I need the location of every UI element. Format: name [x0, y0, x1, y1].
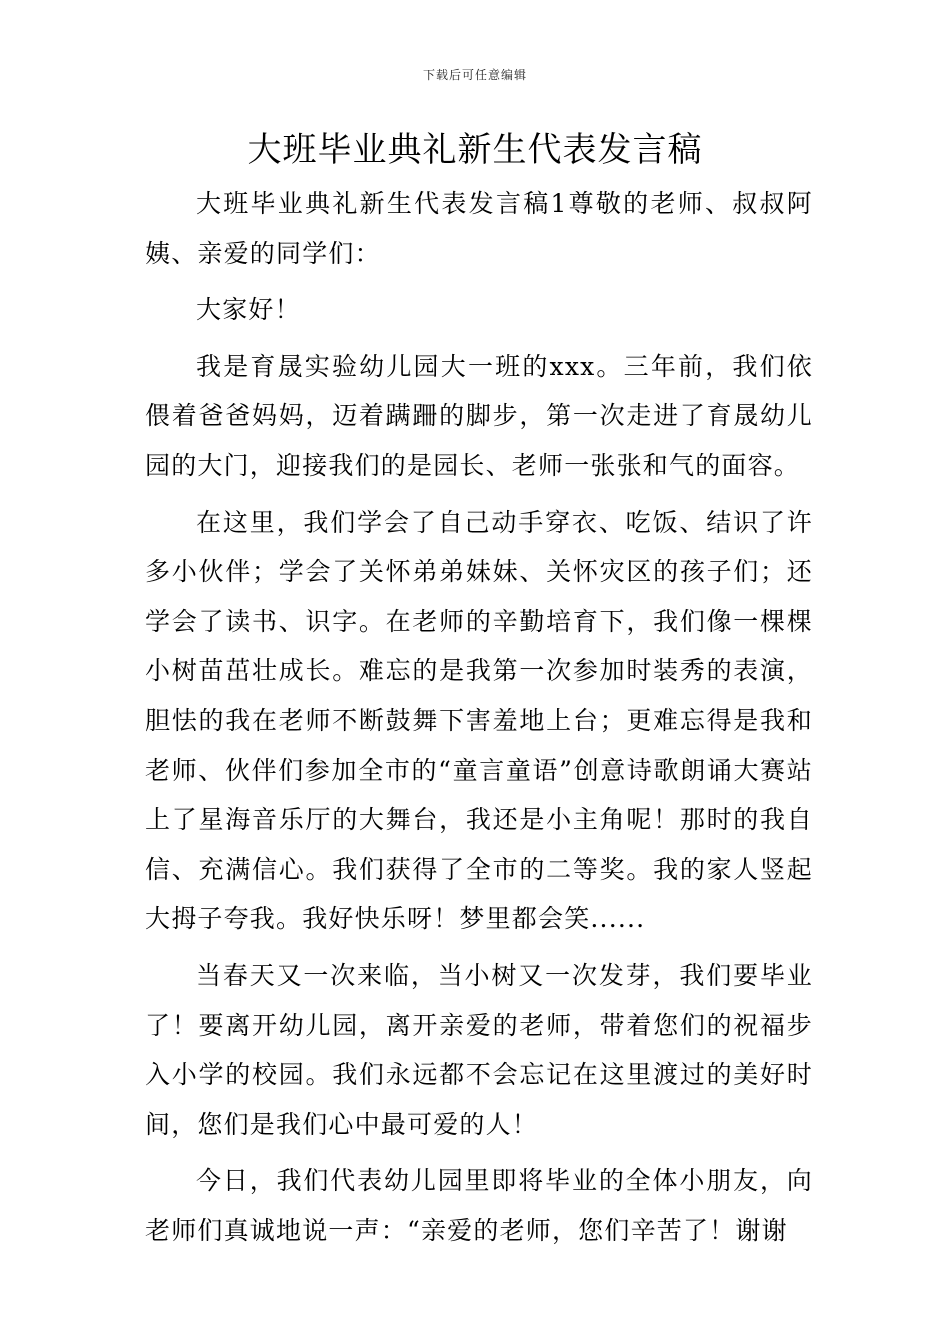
- paragraph-intro: 我是育晟实验幼儿园大一班的xxx。三年前，我们依偎着爸爸妈妈，迈着蹒跚的脚步，第一次走进了育晟幼儿园的大门，迎接我们的是园长、老师一张张和气的面容。: [145, 351, 813, 480]
- paragraph-greeting: 大班毕业典礼新生代表发言稿1尊敬的老师、叔叔阿姨、亲爱的同学们：: [145, 189, 813, 268]
- paragraph-graduation: 当春天又一次来临，当小树又一次发芽，我们要毕业了！要离开幼儿园，离开亲爱的老师，带着您们的祝福步入小学的校园。我们永远都不会忘记在这里渡过的美好时间，您们是我们心中最可爱的人！: [145, 960, 813, 1139]
- header-note: 下载后可任意编辑: [422, 68, 527, 82]
- paragraph-hello: 大家好！: [196, 295, 301, 325]
- paragraph-thanks: 今日，我们代表幼儿园里即将毕业的全体小朋友，向老师们真诚地说一声：“亲爱的老师，您们辛苦了！谢谢: [145, 1166, 813, 1245]
- paragraph-memories: 在这里，我们学会了自己动手穿衣、吃饭、结识了许多小伙伴；学会了关怀弟弟妹妹、关怀灾区的孩子们；还学会了读书、识字。在老师的辛勤培育下，我们像一棵棵小树苗茁壮成长。难忘的是我第一次参加时装秀的表演，胆怯的我在老师不断鼓舞下害羞地上台；更难忘得是我和老师、伙伴们参加全市的“童言童语”创意诗歌朗诵大赛站上了星海音乐厅的大舞台，我还是小主角呢！那时的我自信、充满信心。我们获得了全市的二等奖。我的家人竖起大拇子夸我。我好快乐呀！梦里都会笑......: [145, 507, 813, 934]
- document-body: [145, 179, 813, 1255]
- document-title: 大班毕业典礼新生代表发言稿: [247, 130, 703, 170]
